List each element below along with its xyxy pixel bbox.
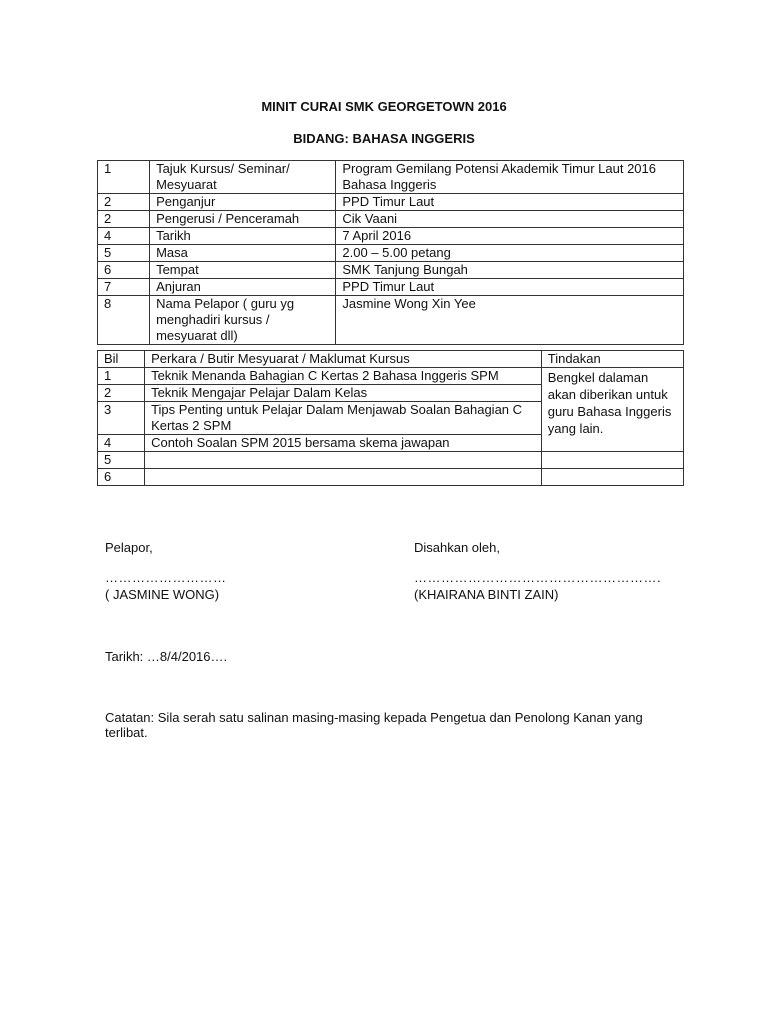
row-number: 4 (98, 228, 150, 245)
row-perkara: Tips Penting untuk Pelajar Dalam Menjawab Soalan Bahagian C Kertas 2 SPM (145, 402, 542, 435)
row-tindakan (541, 452, 683, 469)
row-value: 7 April 2016 (336, 228, 684, 245)
row-number: 2 (98, 194, 150, 211)
row-bil: 1 (98, 368, 145, 385)
row-label: Tarikh (150, 228, 336, 245)
row-bil: 3 (98, 402, 145, 435)
row-perkara (145, 452, 542, 469)
reporter-label: Pelapor, (105, 540, 153, 555)
row-bil: 6 (98, 469, 145, 486)
row-number: 8 (98, 296, 150, 345)
document-title: MINIT CURAI SMK GEORGETOWN 2016 (261, 99, 507, 114)
table-row (98, 452, 684, 469)
row-value: PPD Timur Laut (336, 194, 684, 211)
row-value: SMK Tanjung Bungah (336, 262, 684, 279)
report-date: Tarikh: …8/4/2016…. (105, 649, 228, 664)
meeting-items-table (97, 350, 684, 486)
row-number: 6 (98, 262, 150, 279)
table-row (98, 296, 684, 345)
row-label: Penganjur (150, 194, 336, 211)
table-row (98, 469, 684, 486)
row-label: Tajuk Kursus/ Seminar/ Mesyuarat (150, 161, 336, 194)
table-row (98, 211, 684, 228)
row-value: 2.00 – 5.00 petang (336, 245, 684, 262)
row-tindakan (541, 469, 683, 486)
reporter-signature-line: ……………………… (105, 570, 227, 585)
verifier-name: (KHAIRANA BINTI ZAIN) (414, 587, 559, 602)
row-bil: 4 (98, 435, 145, 452)
row-perkara: Teknik Menanda Bahagian C Kertas 2 Bahasa Inggeris SPM (145, 368, 542, 385)
row-perkara: Teknik Mengajar Pelajar Dalam Kelas (145, 385, 542, 402)
row-label: Masa (150, 245, 336, 262)
row-number: 1 (98, 161, 150, 194)
row-number: 2 (98, 211, 150, 228)
row-bil: 2 (98, 385, 145, 402)
row-label: Pengerusi / Penceramah (150, 211, 336, 228)
document-subtitle: BIDANG: BAHASA INGGERIS (293, 131, 475, 146)
reporter-name: ( JASMINE WONG) (105, 587, 220, 602)
row-value: PPD Timur Laut (336, 279, 684, 296)
row-number: 7 (98, 279, 150, 296)
row-value: Jasmine Wong Xin Yee (336, 296, 684, 345)
row-perkara: Contoh Soalan SPM 2015 bersama skema jawapan (145, 435, 542, 452)
row-label: Tempat (150, 262, 336, 279)
table-row (98, 279, 684, 296)
table-row (98, 194, 684, 211)
row-number: 5 (98, 245, 150, 262)
header-perkara: Perkara / Butir Mesyuarat / Maklumat Kursus (145, 351, 542, 368)
table-row (98, 228, 684, 245)
header-bil: Bil (98, 351, 145, 368)
tindakan-cell: Bengkel dalaman akan diberikan untuk guru Bahasa Inggeris yang lain. (541, 368, 683, 452)
table-row (98, 368, 684, 385)
verifier-label: Disahkan oleh, (414, 540, 500, 555)
row-value: Program Gemilang Potensi Akademik Timur Laut 2016 Bahasa Inggeris (336, 161, 684, 194)
table-row (98, 161, 684, 194)
row-perkara (145, 469, 542, 486)
verifier-signature-line: ………………………………………………. (414, 570, 662, 585)
header-tindakan: Tindakan (541, 351, 683, 368)
row-label: Anjuran (150, 279, 336, 296)
table-row (98, 262, 684, 279)
row-label: Nama Pelapor ( guru yg menghadiri kursus / mesyuarat dll) (150, 296, 336, 345)
row-bil: 5 (98, 452, 145, 469)
row-value: Cik Vaani (336, 211, 684, 228)
table-header-row (98, 351, 684, 368)
note-text: Catatan: Sila serah satu salinan masing-masing kepada Pengetua dan Penolong Kanan yang terlibat. (105, 710, 643, 740)
course-info-table (97, 160, 684, 345)
table-row (98, 245, 684, 262)
